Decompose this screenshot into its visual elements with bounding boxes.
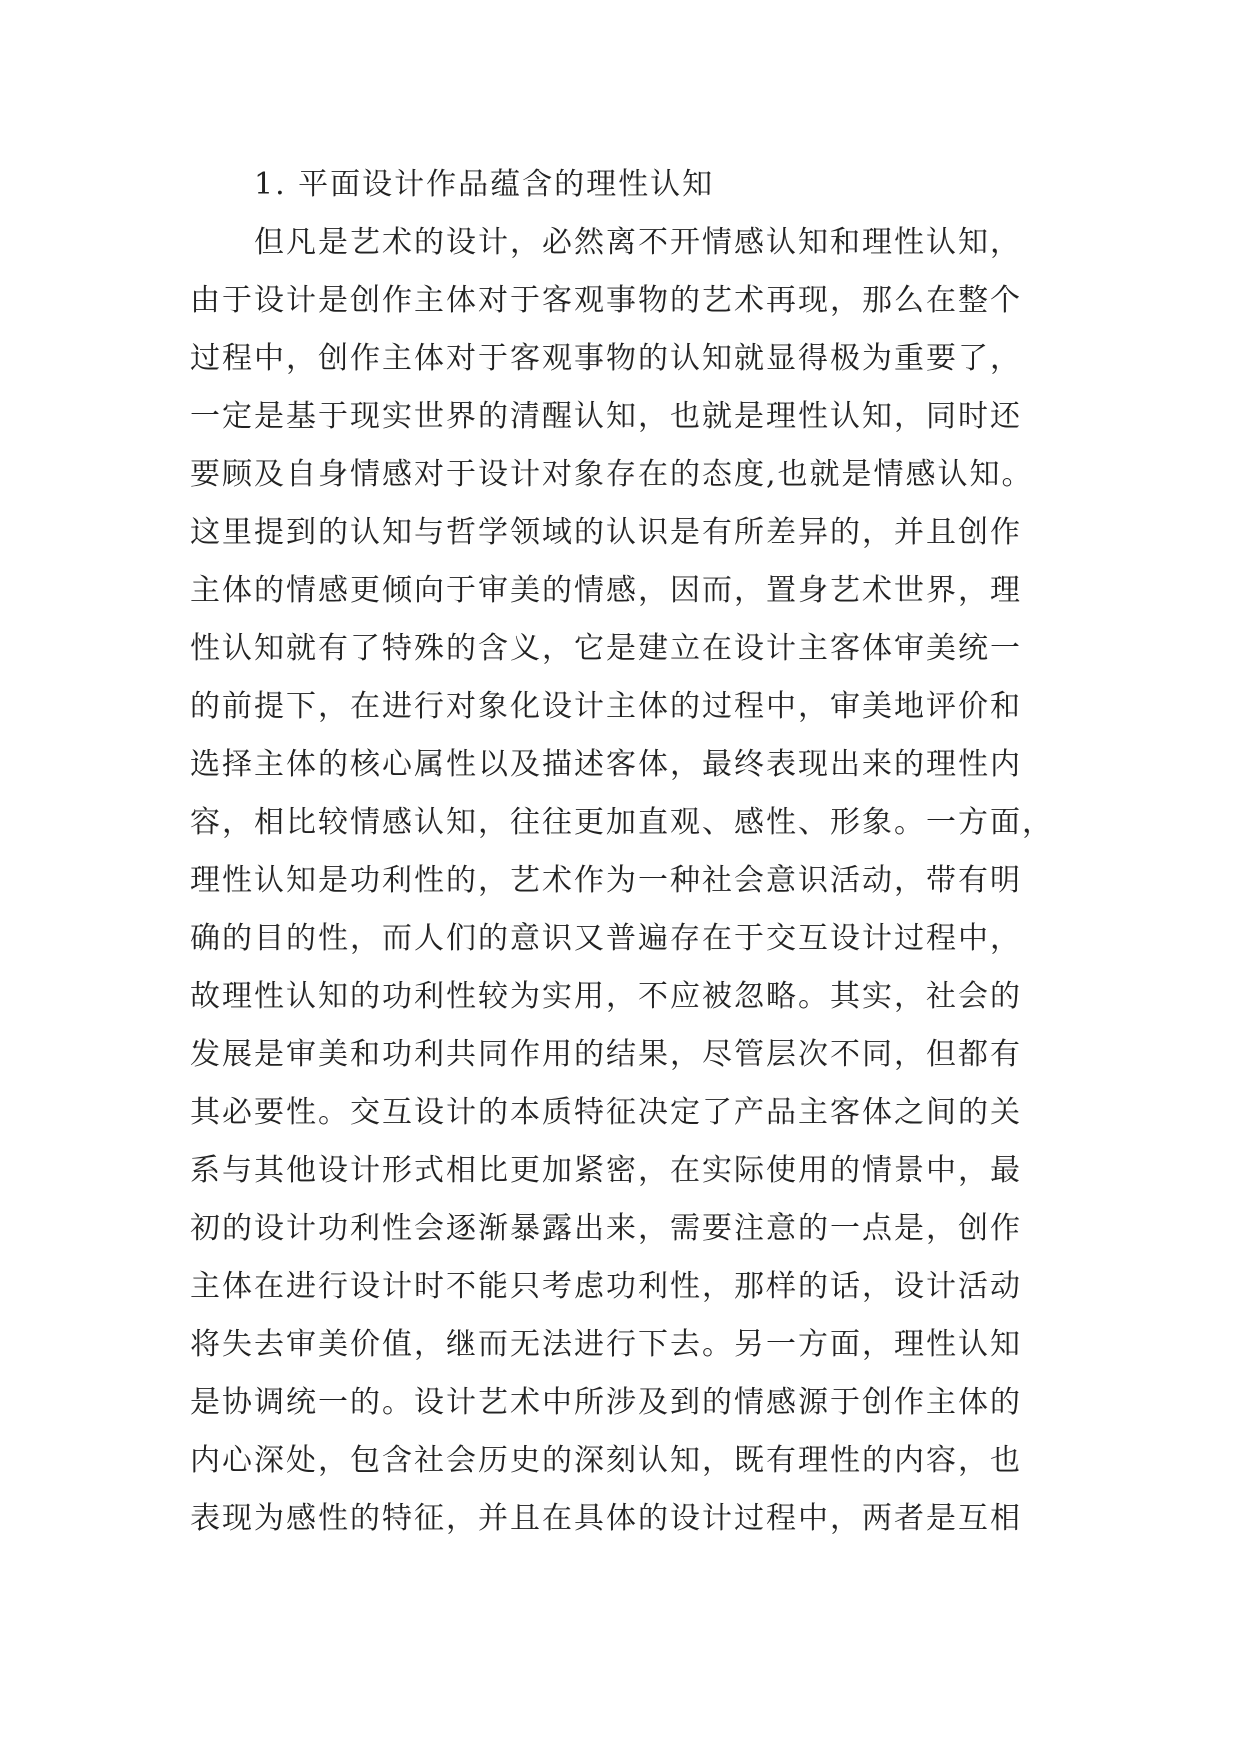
paragraph-line: 表现为感性的特征，并且在具体的设计过程中，两者是互相 xyxy=(190,1501,1022,1536)
paragraph-line: 是协调统一的。设计艺术中所涉及到的情感源于创作主体的 xyxy=(190,1385,1022,1420)
paragraph-line: 将失去审美价值，继而无法进行下去。另一方面，理性认知 xyxy=(190,1327,1022,1362)
paragraph-line: 主体在进行设计时不能只考虑功利性，那样的话，设计活动 xyxy=(190,1269,1022,1304)
paragraph-line: 其必要性。交互设计的本质特征决定了产品主客体之间的关 xyxy=(190,1095,1022,1130)
paragraph-line: 这里提到的认知与哲学领域的认识是有所差异的，并且创作 xyxy=(190,515,1022,550)
paragraph-line: 发展是审美和功利共同作用的结果，尽管层次不同，但都有 xyxy=(190,1037,1022,1072)
paragraph-line: 选择主体的核心属性以及描述客体，最终表现出来的理性内 xyxy=(190,747,1022,782)
paragraph-line: 的前提下，在进行对象化设计主体的过程中，审美地评价和 xyxy=(190,689,1022,724)
body-text xyxy=(190,156,1054,1548)
paragraph-line: 内心深处，包含社会历史的深刻认知，既有理性的内容，也 xyxy=(190,1443,1022,1478)
paragraph-line: 初的设计功利性会逐渐暴露出来，需要注意的一点是，创作 xyxy=(190,1211,1022,1246)
paragraph-line: 一定是基于现实世界的清醒认知，也就是理性认知，同时还 xyxy=(190,399,1022,434)
paragraph-line: 但凡是艺术的设计，必然离不开情感认知和理性认知， xyxy=(254,225,1022,260)
paragraph-line: 由于设计是创作主体对于客观事物的艺术再现，那么在整个 xyxy=(190,283,1022,318)
paragraph-line: 要顾及自身情感对于设计对象存在的态度,也就是情感认知。 xyxy=(190,457,1034,492)
paragraph-line: 主体的情感更倾向于审美的情感，因而，置身艺术世界，理 xyxy=(190,573,1022,608)
section-heading: 1. 平面设计作品蕴含的理性认知 xyxy=(254,167,715,202)
paragraph-line: 确的目的性，而人们的意识又普遍存在于交互设计过程中， xyxy=(190,921,1022,956)
paragraph-line: 容，相比较情感认知，往往更加直观、感性、形象。一方面， xyxy=(190,805,1054,840)
paragraph-line: 理性认知是功利性的，艺术作为一种社会意识活动，带有明 xyxy=(190,863,1022,898)
paragraph-line: 过程中，创作主体对于客观事物的认知就显得极为重要了， xyxy=(190,341,1022,376)
paragraph-line: 故理性认知的功利性较为实用，不应被忽略。其实，社会的 xyxy=(190,979,1022,1014)
paragraph-line: 性认知就有了特殊的含义，它是建立在设计主客体审美统一 xyxy=(190,631,1022,666)
paragraph-line: 系与其他设计形式相比更加紧密，在实际使用的情景中，最 xyxy=(190,1153,1022,1188)
